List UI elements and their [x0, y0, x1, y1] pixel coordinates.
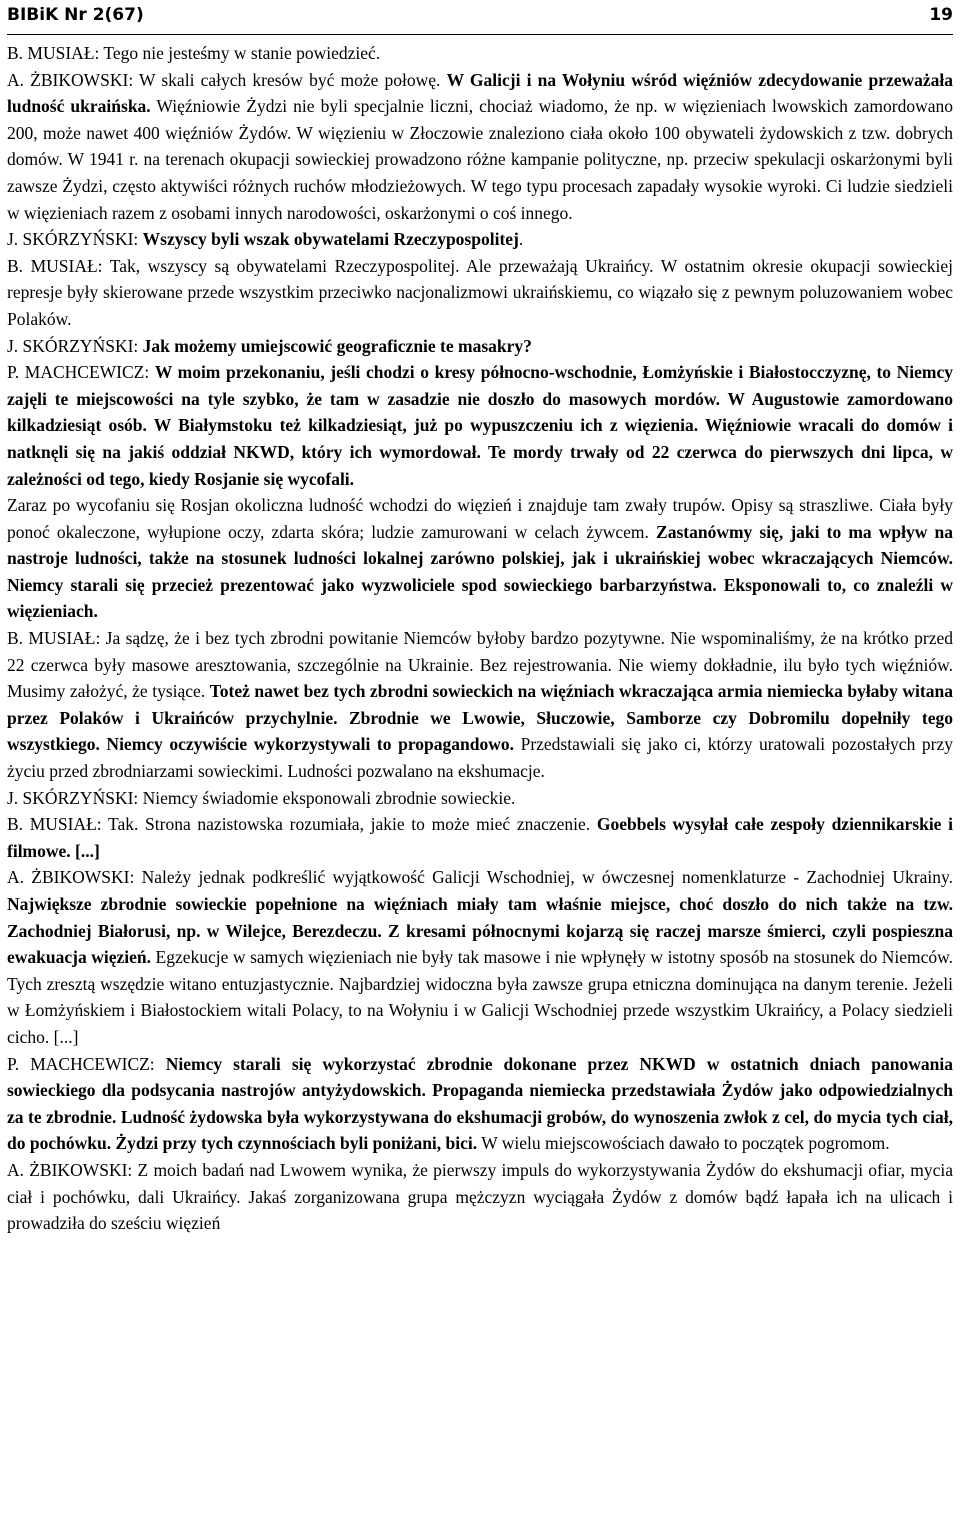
text-run: J. SKÓRZYŃSKI: Niemcy świadomie eksponowali zbrodnie sowieckie. — [7, 787, 516, 808]
text-run: P. MACHCEWICZ: — [7, 362, 155, 383]
bold-text-run: Największe zbrodnie sowieckie popełnione na więźniach miały tam właśnie miejsce, choć doszło do nich także na tzw. Zachodniej Białorusi, np. w Wilejce, Berezdeczu. Z kresami północnymi kojarzą się raczej marsze śmierci, czyli pospieszna ewakuacja więzień. — [7, 894, 953, 968]
paragraph — [7, 226, 953, 253]
text-run: P. MACHCEWICZ: — [7, 1053, 166, 1074]
paragraph — [7, 492, 953, 625]
bold-text-run: Wszyscy byli wszak obywatelami Rzeczypospolitej — [142, 229, 519, 250]
text-run: Przedstawiali się jako ci, którzy uratowali pozostałych przy życiu przed zbrodniarzami sowieckimi. Ludności pozwalano na ekshumacje. — [7, 734, 953, 782]
text-run: B. MUSIAŁ: Tak, wszyscy są obywatelami Rzeczypospolitej. Ale przeważają Ukraińcy. W ostatnim okresie okupacji sowieckiej represje były skierowane przede wszystkim przeciwko nacjonalizmowi ukraińskiemu, co wiązało się z pewnym poluzowaniem wobec Polaków. — [7, 255, 953, 329]
text-run: B. MUSIAŁ: Tego nie jesteśmy w stanie powiedzieć. — [7, 43, 381, 63]
paragraph — [7, 333, 953, 360]
paragraph — [7, 625, 953, 785]
paragraph — [7, 1157, 953, 1237]
bold-text-run: W Galicji i na Wołyniu wśród więźniów zdecydowanie przeważała ludność ukraińska. — [7, 69, 954, 117]
bold-text-run: Goebbels wysyłał całe zespoły dziennikarskie i filmowe. [...] — [7, 814, 953, 861]
text-run: Więźniowie Żydzi nie byli specjalnie liczni, chociaż wiadomo, że np. w więzieniach lwowskich zamordowano 200, może nawet 400 więźniów Żydów. W więzieniu w Złoczowie znaleziono ciała około 100 obywateli żydowskich z tzw. dobrych domów. W 1941 r. na terenach okupacji sowieckiej prowadzono różne kampanie polityczne, np. przeciw spekulacji oskarżonymi byli zawsze Żydzi, często aktywiści różnych ruchów młodzieżowych. W tego typu procesach zapadały wysokie wyroki. Ci ludzie siedzieli w więzieniach razem z osobami innych narodowości, oskarżonymi o coś innego. — [7, 96, 953, 223]
paragraph — [7, 811, 953, 864]
text-run: J. SKÓRZYŃSKI: — [7, 335, 143, 356]
article-body — [7, 40, 953, 1237]
paragraph — [7, 1051, 953, 1157]
bold-text-run: W moim przekonaniu, jeśli chodzi o kresy północno-wschodnie, Łomżyńskie i Białostocczyznę, to Niemcy zajęli te miejscowości na tyle szybko, że tam w zasadzie nie doszło do masowych mordów. W Augustowie zamordowano kilkadziesiąt osób. W Białymstoku też kilkadziesiąt, już po wypuszczeniu ich z więzienia. Więźniowie wracali do domów i natknęli się na jakiś oddział NKWD, który ich wymordował. Te mordy trwały od 22 czerwca do pierwszych dni lipca, w zależności od tego, kiedy Rosjanie się wycofali. — [7, 362, 954, 489]
text-run: Zaraz po wycofaniu się Rosjan okoliczna ludność wchodzi do więzień i znajduje tam zwały trupów. Opisy są straszliwe. Ciała były ponoć okaleczone, wyłupione oczy, zdarta skóra; ludzie zamurowani w celach żywcem. — [7, 495, 953, 542]
text-run: Egzekucje w samych więzieniach nie były tak masowe i nie wpłynęły w istotny sposób na stosunek do Niemców. Tych zresztą wszędzie witano entuzjastycznie. Najbardziej widoczna była zawsze grupa etniczna dominująca na danym terenie. Jeżeli w Łomżyńskiem i Białostockiem witali Polacy, to na Wołyniu i w Galicji Wschodniej przede wszystkim Ukraińcy, a Polacy siedzieli cicho. [...] — [7, 947, 953, 1047]
bold-text-run: Jak możemy umiejscowić geograficznie te masakry? — [142, 335, 532, 356]
text-run: B. MUSIAŁ: Ja sądzę, że i bez tych zbrodni powitanie Niemców byłoby bardzo pozytywne. Nie wspominaliśmy, że na krótko przed 22 czerwca były masowe aresztowania, szczególnie na Ukrainie. Bez rejestrowania. Nie wiemy dokładnie, ilu było tych więźniów. Musimy założyć, że tysiące. — [7, 628, 953, 702]
journal-issue: BIBiK Nr 2(67) — [7, 5, 144, 25]
text-run: A. ŻBIKOWSKI: W skali całych kresów być może połowę. — [7, 69, 447, 90]
running-header — [7, 0, 953, 35]
page-number: 19 — [929, 5, 953, 25]
text-run: W wielu miejscowościach dawało to początek pogromom. — [477, 1133, 890, 1154]
paragraph — [7, 864, 953, 1050]
bold-text-run: Niemcy starali się wykorzystać zbrodnie dokonane przez NKWD w ostatnich dniach panowania sowieckiego dla podsycania nastrojów antyżydowskich. Propaganda niemiecka przedstawiała Żydów jako odpowiedzialnych za te zbrodnie. Ludność żydowska była wykorzystywana do ekshumacji grobów, do wynoszenia zwłok z cel, do mycia tych ciał, do pochówku. Żydzi przy tych czynnościach byli poniżani, bici. — [7, 1053, 954, 1154]
text-run: . — [518, 229, 524, 250]
paragraph — [7, 359, 953, 492]
paragraph — [7, 253, 953, 333]
paragraph — [7, 40, 953, 67]
text-run: A. ŻBIKOWSKI: Należy jednak podkreślić wyjątkowość Galicji Wschodniej, w ówczesnej nomenklaturze - Zachodniej Ukrainy. — [7, 867, 953, 888]
text-run: A. ŻBIKOWSKI: Z moich badań nad Lwowem wynika, że pierwszy impuls do wykorzystywania Żydów do ekshumacji ofiar, mycia ciał i pochówku, dali Ukraińcy. Jakaś zorganizowana grupa mężczyzn wyciągała Żydów z domów bądź łapała ich na ulicach i prowadziła do sześciu więzień — [7, 1159, 953, 1234]
text-run: B. MUSIAŁ: Tak. Strona nazistowska rozumiała, jakie to może mieć znaczenie. — [7, 814, 597, 835]
text-run: J. SKÓRZYŃSKI: — [7, 229, 143, 250]
paragraph — [7, 67, 953, 227]
paragraph — [7, 785, 953, 812]
bold-text-run: Toteż nawet bez tych zbrodni sowieckich na więźniach wkraczająca armia niemiecka byłaby witana przez Polaków i Ukraińców przychylnie. Zbrodnie we Lwowie, Słuczowie, Samborze czy Dobromilu dopełniły tego wszystkiego. Niemcy oczywiście wykorzystywali to propagandowo. — [7, 681, 953, 755]
bold-text-run: Zastanówmy się, jaki to ma wpływ na nastroje ludności, także na stosunek ludności lokalnej zarówno polskiej, jak i ukraińskiej wobec wkraczających Niemców. Niemcy starali się przecież prezentować jako wyzwoliciele spod sowieckiego barbarzyństwa. Eksponowali to, co znaleźli w więzieniach. — [7, 521, 954, 622]
